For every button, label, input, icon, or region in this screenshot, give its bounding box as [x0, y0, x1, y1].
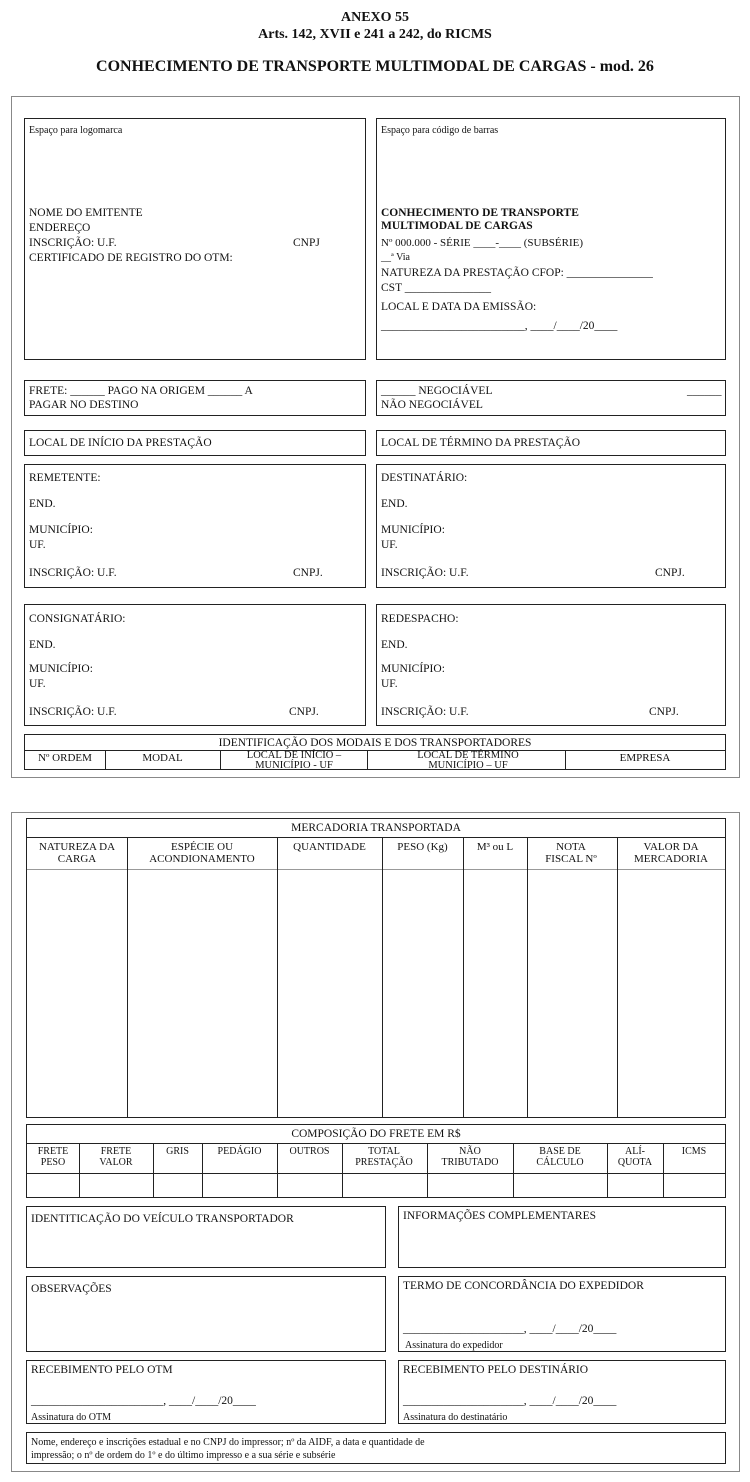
negociavel-line2: NÃO NEGOCIÁVEL — [381, 399, 483, 411]
form-title: CONHECIMENTO DE TRANSPORTE MULTIMODAL DE CARGAS - mod. 26 — [96, 58, 654, 75]
document-via: __ª Via — [381, 252, 410, 263]
composicao-col-gris: GRIS — [166, 1146, 189, 1157]
document-id-box — [376, 118, 726, 360]
observacoes-box — [26, 1276, 386, 1352]
receb-otm-title: RECEBIMENTO PELO OTM — [31, 1364, 173, 1376]
termo-title: TERMO DE CONCORDÂNCIA DO EXPEDIDOR — [403, 1280, 644, 1292]
receb-otm-signature-line: _______________________, ____/____/20____ — [31, 1395, 256, 1407]
consignatario-box — [24, 604, 366, 726]
composicao-col-base: BASE DE CÁLCULO — [536, 1146, 584, 1168]
barcode-space-label: Espaço para código de barras — [381, 125, 499, 136]
frete-line1: FRETE: ______ PAGO NA ORIGEM ______ A — [29, 385, 253, 397]
redespacho-inscricao: INSCRIÇÃO: U.F. — [381, 706, 469, 718]
mercadoria-col-valor: VALOR DA MERCADORIA — [634, 841, 708, 865]
destinatario-end: END. — [381, 498, 408, 510]
composicao-col-frete-valor: FRETE VALOR — [99, 1146, 133, 1168]
informacoes-label: INFORMAÇÕES COMPLEMENTARES — [403, 1210, 597, 1222]
termo-signature-label: Assinatura do expedidor — [405, 1340, 503, 1351]
modais-col-termino: LOCAL DE TÉRMINO MUNICÍPIO – UF — [417, 750, 519, 771]
local-data-label: LOCAL E DATA DA EMISSÃO: — [381, 301, 537, 313]
modais-col-empresa: EMPRESA — [619, 752, 671, 764]
rodape-line2: impressão; o nº de ordem do 1º e do último impresso e a sua série e subsérie — [31, 1450, 336, 1461]
cst-field: CST _______________ — [381, 282, 492, 294]
local-inicio-label: LOCAL DE INÍCIO DA PRESTAÇÃO — [29, 437, 212, 449]
receb-dest-signature-label: Assinatura do destinatário — [403, 1412, 508, 1423]
emitente-cnpj: CNPJ — [293, 237, 320, 249]
redespacho-box — [376, 604, 726, 726]
remetente-box — [24, 464, 366, 588]
remetente-inscricao: INSCRIÇÃO: U.F. — [29, 567, 117, 579]
modais-col-ordem: Nº ORDEM — [38, 752, 92, 764]
receb-dest-box — [398, 1360, 726, 1424]
remetente-cnpj: CNPJ. — [293, 567, 323, 579]
anexo-heading: ANEXO 55 — [340, 10, 410, 25]
articles-heading: Arts. 142, XVII e 241 a 242, do RICMS — [258, 27, 492, 42]
destinatario-inscricao: INSCRIÇÃO: U.F. — [381, 567, 469, 579]
mercadoria-col-quantidade: QUANTIDADE — [293, 841, 366, 853]
modais-table — [24, 734, 726, 770]
mercadoria-col-especie: ESPÉCIE OU ACONDIONAMENTO — [149, 841, 255, 865]
mercadoria-title: MERCADORIA TRANSPORTADA — [291, 822, 461, 834]
termo-signature-line: _____________________, ____/____/20____ — [403, 1323, 617, 1335]
receb-dest-title: RECEBIMENTO PELO DESTINÁRIO — [403, 1364, 589, 1376]
informacoes-box — [398, 1206, 726, 1268]
rodape-box — [26, 1432, 726, 1464]
local-termino-label: LOCAL DE TÉRMINO DA PRESTAÇÃO — [381, 437, 581, 449]
composicao-col-frete-peso: FRETE PESO — [37, 1146, 69, 1168]
emitente-box — [24, 118, 366, 360]
receb-dest-signature-line: _____________________, ____/____/20____ — [403, 1395, 617, 1407]
composicao-title: COMPOSIÇÃO DO FRETE EM R$ — [291, 1128, 461, 1140]
mercadoria-col-nota: NOTA FISCAL Nº — [545, 841, 597, 865]
document-title-line2: MULTIMODAL DE CARGAS — [381, 220, 533, 232]
remetente-title: REMETENTE: — [29, 472, 101, 484]
document-title-line1: CONHECIMENTO DE TRANSPORTE — [381, 207, 579, 219]
composicao-col-icms: ICMS — [681, 1146, 707, 1157]
composicao-col-aliquota: ALÍ- QUOTA — [617, 1146, 653, 1168]
composicao-table — [26, 1124, 726, 1198]
consignatario-title: CONSIGNATÁRIO: — [29, 613, 126, 625]
redespacho-uf: UF. — [381, 678, 398, 690]
composicao-col-nao-tributado: NÃO TRIBUTADO — [441, 1146, 499, 1168]
logo-space-label: Espaço para logomarca — [29, 125, 123, 136]
negociavel-trail: ______ — [687, 385, 722, 397]
modais-title: IDENTIFICAÇÃO DOS MODAIS E DOS TRANSPORTADORES — [218, 737, 532, 749]
modais-col-modal: MODAL — [142, 752, 183, 764]
consignatario-municipio: MUNICÍPIO: — [29, 663, 93, 675]
mercadoria-table — [26, 818, 726, 1118]
local-termino-box — [376, 430, 726, 456]
local-inicio-box — [24, 430, 366, 456]
emitente-address: ENDEREÇO — [29, 222, 91, 234]
mercadoria-col-peso: PESO (Kg) — [397, 841, 448, 853]
redespacho-title: REDESPACHO: — [381, 613, 459, 625]
destinatario-cnpj: CNPJ. — [655, 567, 685, 579]
remetente-municipio: MUNICÍPIO: — [29, 524, 93, 536]
emitente-inscricao: INSCRIÇÃO: U.F. — [29, 237, 117, 249]
rodape-line1: Nome, endereço e inscrições estadual e no CNPJ do impressor; nº da AIDF, a data e quantidade de — [31, 1437, 425, 1448]
composicao-col-total: TOTAL PRESTAÇÃO — [355, 1146, 413, 1168]
redespacho-municipio: MUNICÍPIO: — [381, 663, 445, 675]
consignatario-end: END. — [29, 639, 56, 651]
modais-col-inicio: LOCAL DE INÍCIO – MUNICÍPIO - UF — [246, 750, 342, 771]
document-number: Nº 000.000 - SÉRIE ____-____ (SUBSÉRIE) — [381, 237, 584, 249]
consignatario-inscricao: INSCRIÇÃO: U.F. — [29, 706, 117, 718]
veiculo-label: IDENTITICAÇÃO DO VEÍCULO TRANSPORTADOR — [31, 1213, 294, 1225]
composicao-col-pedagio: PEDÁGIO — [217, 1146, 262, 1157]
receb-otm-box — [26, 1360, 386, 1424]
destinatario-uf: UF. — [381, 539, 398, 551]
local-data-line: _________________________, ____/____/20____ — [381, 320, 618, 332]
natureza-cfop: NATUREZA DA PRESTAÇÃO CFOP: _______________ — [381, 267, 653, 279]
frete-box — [24, 380, 366, 416]
mercadoria-col-natureza: NATUREZA DA CARGA — [38, 841, 116, 865]
negociavel-line1: ______ NEGOCIÁVEL — [381, 385, 493, 397]
destinatario-title: DESTINATÁRIO: — [381, 472, 468, 484]
destinatario-municipio: MUNICÍPIO: — [381, 524, 445, 536]
receb-otm-signature-label: Assinatura do OTM — [31, 1412, 111, 1423]
negociavel-box — [376, 380, 726, 416]
mercadoria-col-m3: M³ ou L — [476, 841, 514, 853]
destinatario-box — [376, 464, 726, 588]
composicao-col-outros: OUTROS — [289, 1146, 330, 1157]
veiculo-box — [26, 1206, 386, 1268]
consignatario-cnpj: CNPJ. — [289, 706, 319, 718]
remetente-uf: UF. — [29, 539, 46, 551]
redespacho-end: END. — [381, 639, 408, 651]
remetente-end: END. — [29, 498, 56, 510]
observacoes-label: OBSERVAÇÕES — [31, 1283, 112, 1295]
frete-line2: PAGAR NO DESTINO — [29, 399, 139, 411]
redespacho-cnpj: CNPJ. — [649, 706, 679, 718]
consignatario-uf: UF. — [29, 678, 46, 690]
termo-box — [398, 1276, 726, 1352]
emitente-name: NOME DO EMITENTE — [29, 207, 143, 219]
emitente-certificado: CERTIFICADO DE REGISTRO DO OTM: — [29, 252, 233, 264]
